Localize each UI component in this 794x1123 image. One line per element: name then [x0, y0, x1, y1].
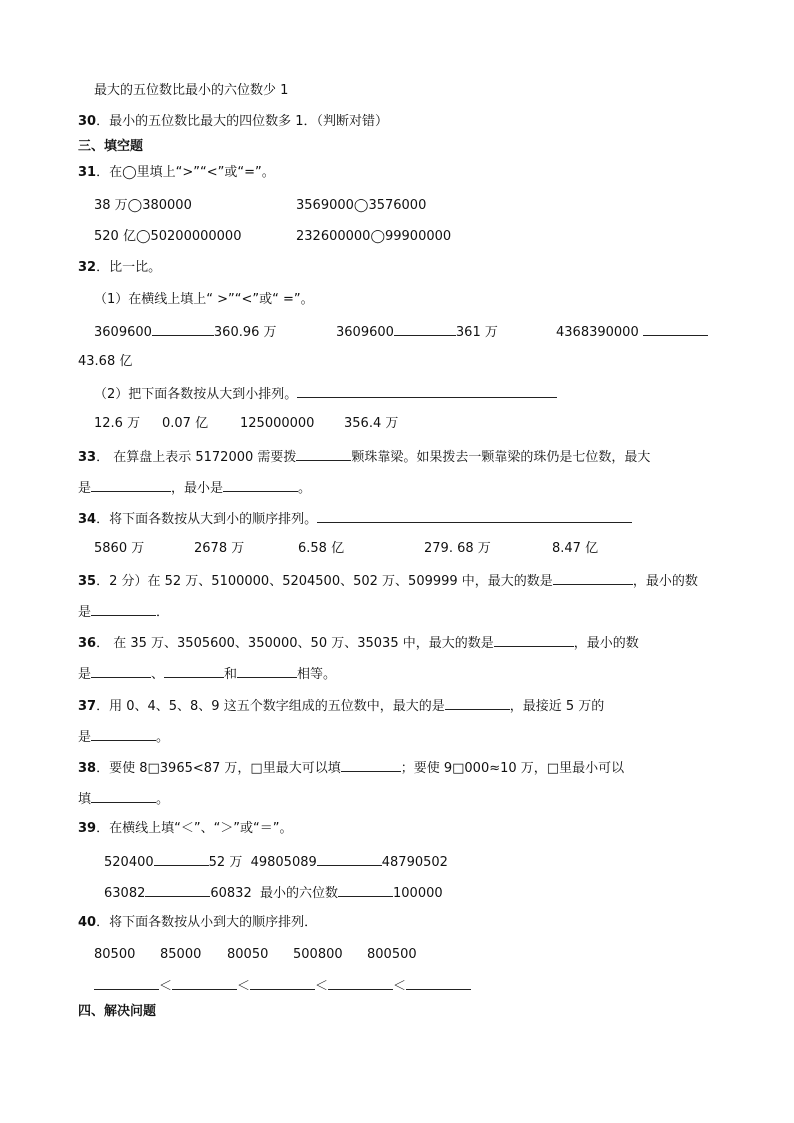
- question-text: ． 在算盘上表示 5172000 需要拨: [96, 450, 297, 465]
- answer-blank[interactable]: [94, 976, 159, 990]
- number: 48790502: [381, 855, 448, 870]
- question-34: [78, 509, 632, 529]
- number: 49805089: [250, 855, 317, 870]
- question-number: 36: [78, 636, 97, 651]
- text: 是: [78, 481, 92, 496]
- text: 是: [78, 730, 92, 745]
- text: 。: [156, 730, 170, 745]
- compare-row: [336, 322, 498, 342]
- number-item: 80050: [227, 947, 269, 962]
- question-number: 37: [78, 699, 97, 714]
- answer-blank[interactable]: [317, 852, 382, 866]
- question-35-line2: [78, 602, 169, 622]
- question-text: ．用 0、4、5、8、9 这五个数字组成的五位数中，最大的是: [96, 699, 445, 714]
- text: 填: [78, 792, 92, 807]
- number-item: 500800: [293, 947, 343, 962]
- answer-blank[interactable]: [250, 976, 315, 990]
- compare-item: 232600000◯99900000: [296, 229, 452, 244]
- text: ，最小是: [171, 481, 224, 496]
- question-text: ，最小的数: [573, 636, 639, 651]
- number: 4368390000: [556, 325, 639, 340]
- question-text: ．在横线上填“＜”、“＞”或“＝”。: [96, 821, 293, 836]
- question-38: [78, 758, 624, 778]
- answer-blank[interactable]: [91, 789, 156, 803]
- answer-blank[interactable]: [494, 633, 574, 647]
- number-item: 8.47 亿: [552, 541, 599, 556]
- answer-blank[interactable]: [152, 322, 214, 336]
- question-text: ．要使 8□3965<87 万，□里最大可以填: [96, 761, 341, 776]
- number: 360.96 万: [213, 325, 277, 340]
- answer-blank[interactable]: [297, 384, 557, 398]
- answer-blank[interactable]: [394, 322, 456, 336]
- less-than-sign: ＜: [393, 979, 407, 994]
- question-36: [78, 633, 639, 653]
- number-item: 356.4 万: [344, 416, 399, 431]
- question-number: 34: [78, 512, 97, 527]
- text: 最小的六位数: [259, 886, 338, 901]
- compare-item: 3569000◯3576000: [296, 198, 427, 213]
- answer-blank[interactable]: [172, 976, 237, 990]
- number-item: 12.6 万: [94, 416, 141, 431]
- number-item: 85000: [160, 947, 202, 962]
- text: 是: [78, 605, 92, 620]
- question-35: [78, 571, 698, 591]
- answer-blank[interactable]: [553, 571, 633, 585]
- compare-row: [104, 852, 448, 872]
- answer-blank[interactable]: [223, 478, 298, 492]
- number: 52 万: [208, 855, 243, 870]
- number: 43.68 亿: [78, 354, 133, 369]
- question-text: 颗珠靠梁。如果拨去一颗靠梁的珠仍是七位数，最大: [351, 450, 651, 465]
- text: 和: [224, 667, 238, 682]
- section-heading-fill-blanks: 三、填空题: [78, 139, 144, 154]
- compare-row: [94, 322, 277, 342]
- answer-blank[interactable]: [91, 478, 171, 492]
- answer-blank[interactable]: [154, 852, 209, 866]
- answer-blank[interactable]: [341, 758, 401, 772]
- answer-blank[interactable]: [445, 696, 510, 710]
- text: 相等。: [297, 667, 337, 682]
- sub-question-2: [94, 384, 557, 404]
- question-text: ．在◯里填上“>”“<”或“=”。: [96, 165, 275, 180]
- number-item: 279. 68 万: [424, 541, 491, 556]
- question-text: ，最小的数: [632, 574, 698, 589]
- section-heading-problem-solving: 四、解决问题: [78, 1004, 157, 1019]
- text: 。: [298, 481, 312, 496]
- order-row: [94, 976, 471, 996]
- answer-blank[interactable]: [91, 664, 151, 678]
- answer-blank[interactable]: [338, 883, 393, 897]
- answer-blank[interactable]: [145, 883, 210, 897]
- question-text: ．将下面各数按从小到大的顺序排列．: [96, 915, 318, 930]
- intro-line: 最大的五位数比最小的六位数少 1: [94, 83, 289, 98]
- question-39: [78, 820, 293, 838]
- question-33: [78, 447, 650, 467]
- compare-item: 38 万◯380000: [94, 198, 192, 213]
- less-than-sign: ＜: [315, 979, 329, 994]
- text: 。: [156, 792, 170, 807]
- question-number: 31: [78, 165, 97, 180]
- question-number: 39: [78, 821, 97, 836]
- answer-blank[interactable]: [91, 727, 156, 741]
- number: 3609600: [336, 325, 394, 340]
- question-37: [78, 696, 604, 716]
- compare-item: 520 亿◯50200000000: [94, 229, 242, 244]
- answer-blank[interactable]: [91, 602, 156, 616]
- question-text: ．2 分）在 52 万、5100000、5204500、502 万、509999 中，最大的数是: [96, 574, 553, 589]
- question-number: 35: [78, 574, 97, 589]
- answer-blank[interactable]: [317, 509, 632, 523]
- number-item: 6.58 亿: [298, 541, 345, 556]
- answer-blank[interactable]: [164, 664, 224, 678]
- number: 3609600: [94, 325, 152, 340]
- compare-row: [104, 883, 443, 903]
- question-text: ． 在 35 万、3505600、350000、50 万、35035 中，最大的数是: [96, 636, 494, 651]
- text: ．: [156, 605, 170, 620]
- question-text: ．比一比。: [96, 260, 162, 275]
- number-item: 800500: [367, 947, 417, 962]
- question-number: 33: [78, 450, 97, 465]
- answer-blank[interactable]: [296, 447, 351, 461]
- answer-blank[interactable]: [406, 976, 471, 990]
- question-number: 40: [78, 915, 97, 930]
- question-number: 38: [78, 761, 97, 776]
- number-item: 80500: [94, 947, 136, 962]
- question-30: [78, 113, 388, 131]
- question-38-line2: [78, 789, 169, 809]
- answer-blank[interactable]: [237, 664, 297, 678]
- question-text: ，最接近 5 万的: [509, 699, 605, 714]
- number: 520400: [104, 855, 154, 870]
- question-text: ．将下面各数按从大到小的顺序排列。: [96, 512, 318, 527]
- text: 是: [78, 667, 92, 682]
- number: 100000: [393, 886, 443, 901]
- compare-row: [556, 322, 708, 342]
- question-number: 32: [78, 260, 97, 275]
- question-number: 30: [78, 114, 97, 129]
- question-36-line2: [78, 664, 336, 684]
- text: 、: [151, 667, 165, 682]
- less-than-sign: ＜: [237, 979, 251, 994]
- number-item: 0.07 亿: [162, 416, 209, 431]
- question-32: [78, 259, 161, 277]
- question-text: ；要使 9□000≈10 万，□里最小可以: [400, 761, 625, 776]
- sub-question-text: （2）把下面各数按从大到小排列。: [94, 387, 298, 402]
- question-33-line2: [78, 478, 311, 498]
- question-37-line2: [78, 727, 169, 747]
- question-text: ．最小的五位数比最大的四位数多 1．（判断对错）: [96, 114, 388, 129]
- question-31: [78, 164, 275, 182]
- less-than-sign: ＜: [159, 979, 173, 994]
- number-item: 125000000: [240, 416, 315, 431]
- answer-blank[interactable]: [643, 322, 708, 336]
- number-item: 2678 万: [194, 541, 245, 556]
- number: 361 万: [455, 325, 498, 340]
- number: 63082: [104, 886, 146, 901]
- sub-question-1: （1）在横线上填上“ >”“<”或“ =”。: [94, 292, 314, 307]
- number-item: 5860 万: [94, 541, 145, 556]
- answer-blank[interactable]: [328, 976, 393, 990]
- question-40: [78, 914, 317, 932]
- number: 60832: [210, 886, 252, 901]
